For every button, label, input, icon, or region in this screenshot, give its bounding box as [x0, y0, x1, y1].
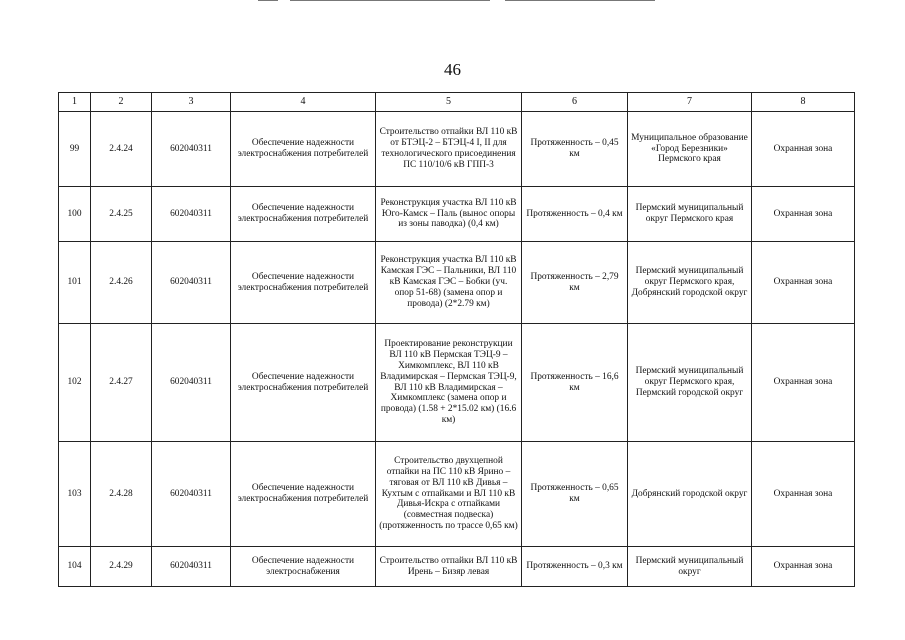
table-cell: Протяженность – 16,6 км	[522, 324, 628, 442]
table-cell: 104	[59, 547, 91, 587]
column-header: 3	[152, 93, 231, 112]
table-cell: Охранная зона	[752, 324, 855, 442]
table-cell: 2.4.27	[91, 324, 152, 442]
table-cell: Проектирование реконструкции ВЛ 110 кВ Пермская ТЭЦ-9 – Химкомплекс, ВЛ 110 кВ Владимирская – Пермская ТЭЦ-9, ВЛ 110 кВ Владимирская – Химкомплекс (замена опор и провода) (1.58 + 2*15.02 км) (16.6 км)	[376, 324, 522, 442]
table-cell: Протяженность – 0,3 км	[522, 547, 628, 587]
table-cell: Охранная зона	[752, 442, 855, 547]
table-cell: 100	[59, 187, 91, 242]
table-cell: 2.4.29	[91, 547, 152, 587]
table-cell: Обеспечение надежности электроснабжения потребителей	[231, 112, 376, 187]
table-cell: Строительство отпайки ВЛ 110 кВ от БТЭЦ-2 – БТЭЦ-4 I, II для технологического присоединения ПС 110/10/6 кВ ГПП-3	[376, 112, 522, 187]
table-row	[59, 112, 855, 187]
table-cell: Муниципальное образование «Город Березники» Пермского края	[628, 112, 752, 187]
column-header: 5	[376, 93, 522, 112]
table-row	[59, 242, 855, 324]
table-row	[59, 442, 855, 547]
table-cell: Пермский муниципальный округ Пермского края, Добрянский городской округ	[628, 242, 752, 324]
table-cell: Охранная зона	[752, 547, 855, 587]
table-cell: 602040311	[152, 242, 231, 324]
table-cell: Охранная зона	[752, 112, 855, 187]
column-header: 4	[231, 93, 376, 112]
table-cell: 602040311	[152, 324, 231, 442]
table-cell: 2.4.25	[91, 187, 152, 242]
table-cell: Строительство отпайки ВЛ 110 кВ Ирень – Бизяр левая	[376, 547, 522, 587]
data-table	[58, 92, 855, 587]
column-header: 6	[522, 93, 628, 112]
scan-top-line	[290, 0, 490, 1]
table-cell: 2.4.26	[91, 242, 152, 324]
column-header: 8	[752, 93, 855, 112]
table-cell: 602040311	[152, 187, 231, 242]
column-header: 1	[59, 93, 91, 112]
table-cell: 103	[59, 442, 91, 547]
table-cell: Протяженность – 0,65 км	[522, 442, 628, 547]
table-cell: Строительство двухцепной отпайки на ПС 110 кВ Ярино – тяговая от ВЛ 110 кВ Дивья – Кухтым с отпайками и ВЛ 110 кВ Дивья-Искра с отпайками (совместная подвеска) (протяженность по трассе 0,65 км)	[376, 442, 522, 547]
table-cell: Пермский муниципальный округ Пермского края	[628, 187, 752, 242]
scan-top-line	[505, 0, 655, 1]
table-cell: Обеспечение надежности электроснабжения потребителей	[231, 187, 376, 242]
table-cell: Реконструкция участка ВЛ 110 кВ Камская ГЭС – Пальники, ВЛ 110 кВ Камская ГЭС – Бобки (уч. опор 51-68) (замена опор и провода) (2*2.79 км)	[376, 242, 522, 324]
table-cell: Протяженность – 0,4 км	[522, 187, 628, 242]
column-header: 2	[91, 93, 152, 112]
table-cell: 602040311	[152, 112, 231, 187]
table-cell: 602040311	[152, 547, 231, 587]
table-cell: Пермский муниципальный округ Пермского края, Пермский городской округ	[628, 324, 752, 442]
table-row	[59, 547, 855, 587]
table-cell: 101	[59, 242, 91, 324]
table-row	[59, 324, 855, 442]
table-cell: 102	[59, 324, 91, 442]
table-cell: 2.4.24	[91, 112, 152, 187]
column-header: 7	[628, 93, 752, 112]
page-number: 46	[444, 60, 461, 79]
table-cell: Протяженность – 0,45 км	[522, 112, 628, 187]
table-cell: Охранная зона	[752, 187, 855, 242]
table-cell: Обеспечение надежности электроснабжения потребителей	[231, 324, 376, 442]
table-cell: Обеспечение надежности электроснабжения потребителей	[231, 442, 376, 547]
table-cell: Реконструкция участка ВЛ 110 кВ Юго-Камск – Паль (вынос опоры из зоны паводка) (0,4 км)	[376, 187, 522, 242]
table-cell: Пермский муниципальный округ	[628, 547, 752, 587]
table-cell: 99	[59, 112, 91, 187]
table-cell: Охранная зона	[752, 242, 855, 324]
table-cell: Обеспечение надежности электроснабжения	[231, 547, 376, 587]
scan-top-line	[258, 0, 278, 1]
table-row	[59, 187, 855, 242]
table-cell: Протяженность – 2,79 км	[522, 242, 628, 324]
table-cell: Обеспечение надежности электроснабжения потребителей	[231, 242, 376, 324]
table-cell: 2.4.28	[91, 442, 152, 547]
table-header-row	[59, 93, 855, 112]
table-cell: 602040311	[152, 442, 231, 547]
table-cell: Добрянский городской округ	[628, 442, 752, 547]
